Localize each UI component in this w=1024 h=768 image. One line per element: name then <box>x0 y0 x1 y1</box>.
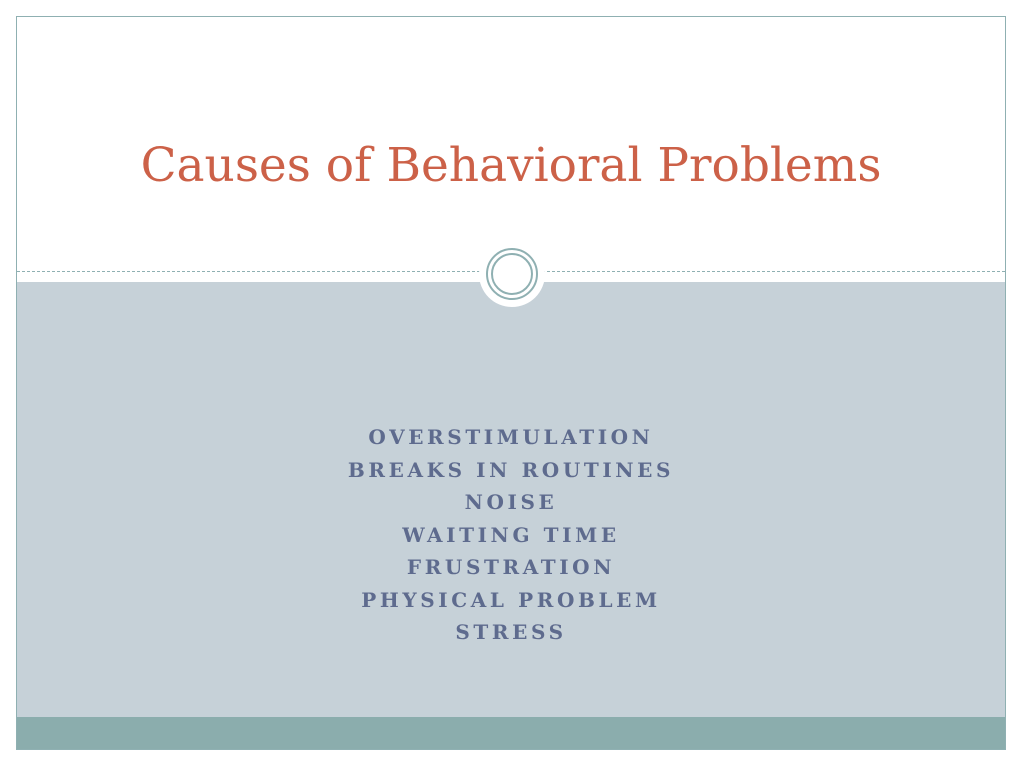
list-item: NOISE <box>464 490 558 514</box>
footer-bar <box>17 717 1005 750</box>
list-item: FRUSTRATION <box>406 555 616 579</box>
list-item: OVERSTIMULATION <box>368 425 654 449</box>
slide-title: Causes of Behavioral Problems <box>140 138 882 193</box>
cause-list <box>17 421 1005 649</box>
list-item: WAITING TIME <box>402 522 620 547</box>
slide <box>16 16 1006 750</box>
list-item: STRESS <box>455 620 567 644</box>
circle-ornament-icon <box>479 241 545 307</box>
list-item: BREAKS IN ROUTINES <box>347 457 675 482</box>
list-item: PHYSICAL PROBLEM <box>361 587 661 612</box>
circle-ring-outer <box>486 248 538 300</box>
circle-ring-inner <box>491 253 533 295</box>
